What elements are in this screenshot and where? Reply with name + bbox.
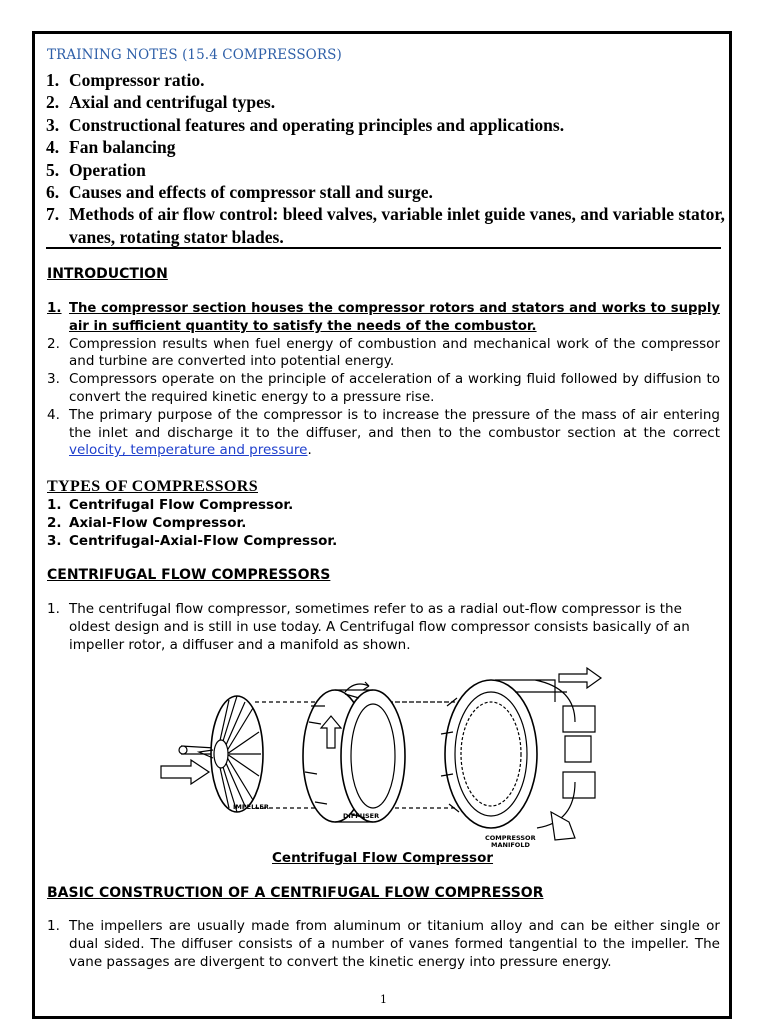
topic-item: 1. Compressor ratio. [46, 70, 205, 90]
manifold-label-line2: MANIFOLD [491, 841, 530, 849]
topic-item: 7. Methods of air flow control: bleed valves, variable inlet guide vanes, and variable stator, vanes, rotating stator blades. [46, 204, 725, 247]
diffuser-label: DIFFUSER [343, 812, 380, 820]
centrifugal-list [47, 601, 720, 654]
impeller-label: IMPELLER [233, 803, 269, 811]
list-item: 2. Axial-Flow Compressor. [47, 515, 247, 531]
figure-caption: Centrifugal Flow Compressor [272, 850, 494, 866]
list-item: 1. The impellers are usually made from aluminum or titanium alloy and can be either single or dual sided. The diffuser consists of a number of vanes formed tangential to the impeller. The vane passages are divergent to convert the kinetic energy into pressure energy. [47, 918, 720, 970]
construction-heading: BASIC CONSTRUCTION OF A CENTRIFUGAL FLOW COMPRESSOR [47, 885, 544, 901]
list-item: 1. Centrifugal Flow Compressor. [47, 497, 294, 513]
topic-item: 6. Causes and effects of compressor stall and surge. [46, 182, 433, 203]
list-item: 4. The primary purpose of the compressor is to increase the pressure of the mass of air entering the inlet and discharge it to the diffuser, and then to the combustor section at the correct velocity, temperature and pressure. [47, 406, 720, 459]
centrifugal-heading: CENTRIFUGAL FLOW COMPRESSORS [47, 567, 331, 583]
introduction-list [47, 300, 720, 460]
topic-item: 3. Constructional features and operating principles and applications. [46, 114, 565, 135]
construction-list [47, 918, 720, 971]
centrifugal-compressor-diagram [155, 662, 615, 852]
diffuser-shape [303, 682, 405, 822]
training-notes-title: TRAINING NOTES (15.4 COMPRESSORS) [47, 47, 342, 63]
topic-item: 2. Axial and centrifugal types. [46, 92, 276, 113]
topics-list [46, 69, 726, 248]
list-item: 1. The centrifugal flow compressor, sometimes refer to as a radial out-flow compressor is the oldest design and is still in use today. A Centrifugal flow compressor consists basically of an impeller rotor, a diffuser and a manifold as shown. [47, 601, 690, 653]
velocity-temperature-pressure-link[interactable]: velocity, temperature and pressure [69, 442, 308, 459]
introduction-heading: INTRODUCTION [47, 266, 168, 282]
topic-item: 4. Fan balancing [46, 137, 176, 158]
compressor-manifold-shape [441, 668, 601, 840]
inlet-arrow [161, 760, 209, 784]
list-item: 3. Centrifugal-Axial-Flow Compressor. [47, 533, 338, 549]
manifold-label-line1: COMPRESSOR [485, 834, 536, 842]
list-item: 2. Compression results when fuel energy of combustion and mechanical work of the compressor and turbine are converted into potential energy. [47, 335, 720, 370]
types-list [47, 496, 647, 550]
list-item: 1. The compressor section houses the compressor rotors and stators and works to supply air in sufficient quantity to satisfy the needs of the combustor. [47, 300, 720, 334]
list-item: 3. Compressors operate on the principle of acceleration of a working fluid followed by diffusion to convert the required kinetic energy to a pressure rise. [47, 371, 720, 405]
topic-item: 5. Operation [46, 159, 146, 180]
header-divider [46, 247, 721, 249]
types-heading: TYPES OF COMPRESSORS [47, 478, 258, 495]
page-number: 1 [380, 993, 387, 1006]
